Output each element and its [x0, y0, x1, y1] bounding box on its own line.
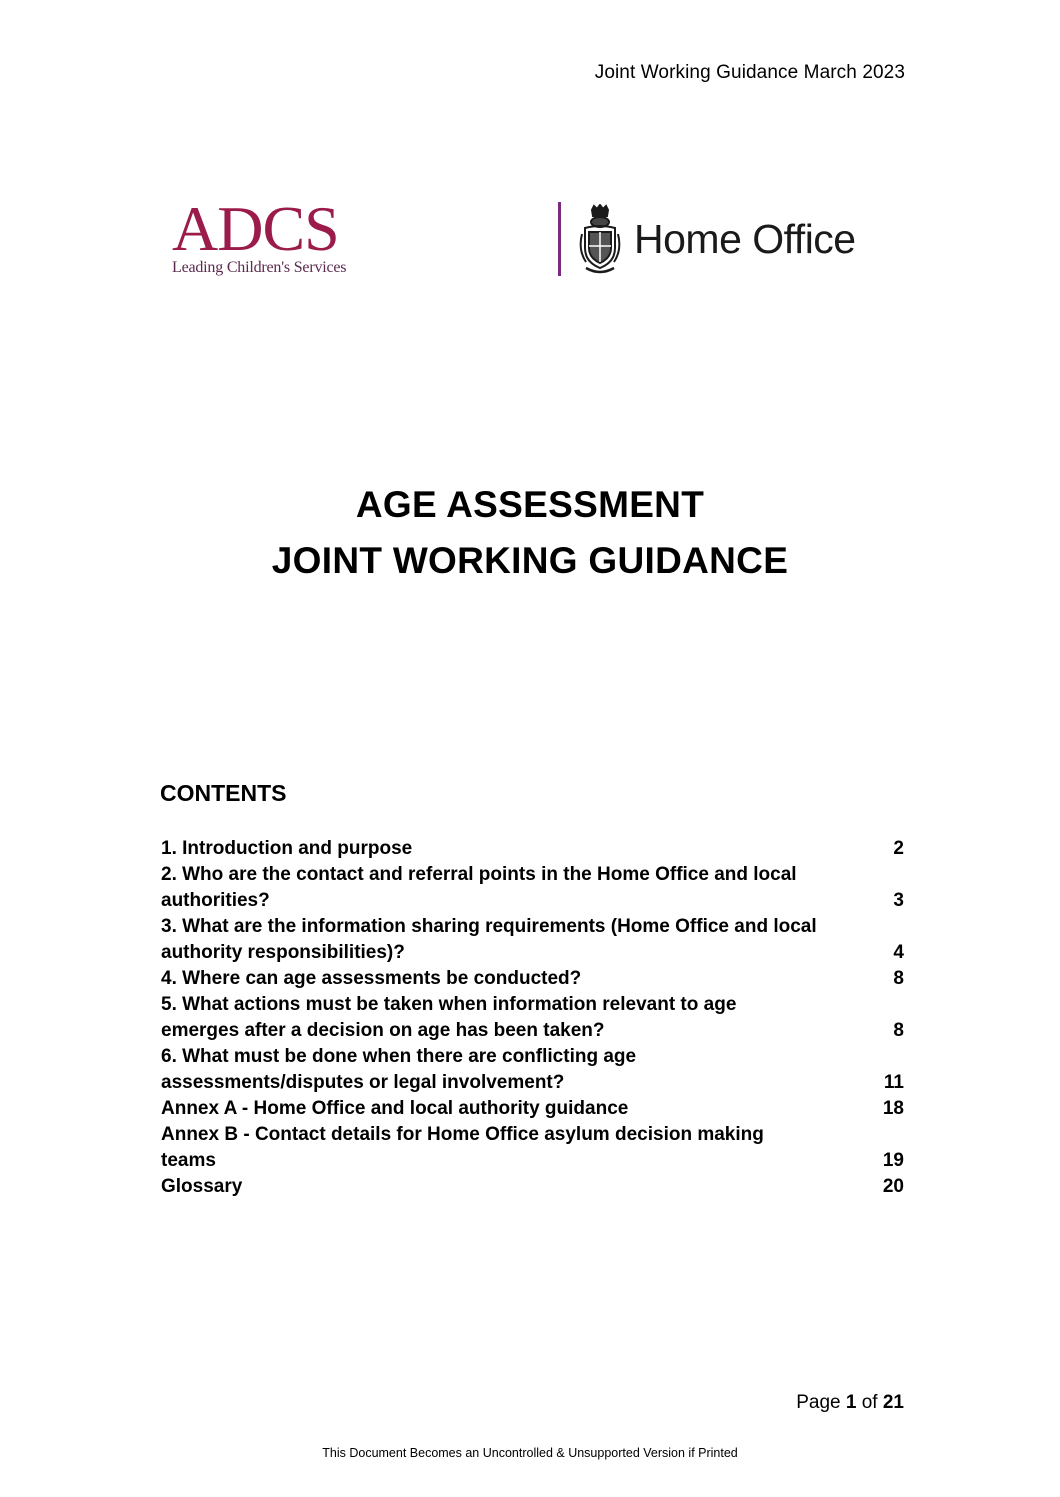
adcs-logo — [172, 193, 362, 287]
running-header: Joint Working Guidance March 2023 — [594, 62, 905, 83]
toc-entry — [161, 1174, 904, 1200]
toc-entry-text: 3. What are the information sharing requirements (Home Office and local — [161, 916, 817, 937]
adcs-logo-tagline: Leading Children's Services — [172, 259, 347, 276]
adcs-logo-mark: ADCS — [172, 193, 339, 264]
toc-entry-page: 2 — [893, 838, 904, 859]
document-title-line-1: AGE ASSESSMENT — [355, 484, 705, 525]
contents-heading: CONTENTS — [160, 780, 287, 806]
toc-entry-text: Annex B - Contact details for Home Office asylum decision making — [161, 1124, 764, 1145]
toc-entry-text: teams — [161, 1150, 216, 1171]
toc-entry — [161, 1096, 904, 1122]
document-title-line-2: JOINT WORKING GUIDANCE — [271, 540, 789, 581]
toc-entry-text: emerges after a decision on age has been taken? — [161, 1020, 605, 1041]
toc-entry-page: 8 — [893, 968, 904, 989]
toc-entry-text: 5. What actions must be taken when information relevant to age — [161, 994, 737, 1015]
toc-entry-text: Annex A - Home Office and local authority guidance — [161, 1098, 629, 1119]
toc-entry-text: 1. Introduction and purpose — [161, 838, 413, 859]
home-office-logo — [558, 202, 898, 280]
page-of: of — [861, 1392, 878, 1413]
toc-entry-page: 4 — [893, 942, 904, 963]
toc-entry — [161, 1122, 904, 1174]
toc-entry-text: assessments/disputes or legal involvement? — [161, 1072, 565, 1093]
toc-entry — [161, 836, 904, 862]
page-number — [796, 1392, 904, 1414]
toc-entry-page: 18 — [882, 1098, 904, 1119]
toc-entry-page: 11 — [883, 1072, 904, 1093]
toc-entry-text: Glossary — [161, 1176, 243, 1197]
royal-crest-icon — [578, 204, 622, 276]
toc-entry-page: 3 — [893, 890, 904, 911]
table-of-contents — [161, 836, 904, 1200]
uncontrolled-copy-notice: This Document Becomes an Uncontrolled & Unsupported Version if Printed — [322, 1446, 738, 1460]
toc-entry-page: 19 — [882, 1150, 904, 1171]
toc-entry — [161, 1044, 904, 1096]
toc-entry — [161, 992, 904, 1044]
toc-entry-text: authority responsibilities)? — [161, 942, 405, 963]
page-total: 21 — [882, 1392, 904, 1413]
page-label: Page — [796, 1392, 841, 1413]
home-office-logo-name: Home Office — [634, 216, 856, 262]
toc-entry — [161, 862, 904, 914]
toc-entry-page: 8 — [893, 1020, 904, 1041]
toc-entry-text: authorities? — [161, 890, 270, 911]
toc-entry — [161, 966, 904, 992]
page-current: 1 — [845, 1392, 857, 1413]
home-office-logo-rule — [558, 202, 561, 276]
toc-entry — [161, 914, 904, 966]
toc-entry-text: 6. What must be done when there are conflicting age — [161, 1046, 637, 1067]
toc-entry-text: 4. Where can age assessments be conducted? — [161, 968, 582, 989]
toc-entry-page: 20 — [882, 1176, 904, 1197]
toc-entry-text: 2. Who are the contact and referral points in the Home Office and local — [161, 864, 797, 885]
